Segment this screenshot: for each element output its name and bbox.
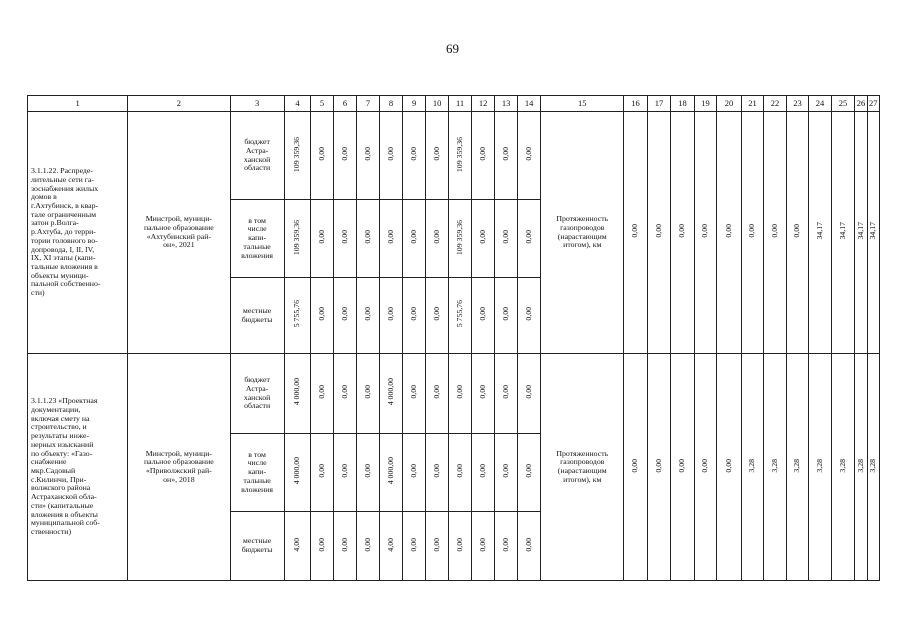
target-value-cell	[671, 354, 695, 581]
funding-value-cell	[333, 112, 357, 200]
target-value: 3,28	[837, 458, 847, 473]
column-number: 20	[717, 96, 742, 112]
target-value-cell	[867, 112, 879, 354]
funding-value-cell	[425, 512, 449, 581]
funding-source: бюджет Астра- ханской области	[230, 112, 284, 200]
funding-value-cell	[311, 112, 334, 200]
funding-value-cell	[357, 434, 380, 512]
funding-value: 0,00	[362, 147, 372, 161]
funding-value: 0,00	[339, 464, 349, 478]
funding-value: 0,00	[454, 537, 464, 552]
target-value: 0,00	[630, 224, 640, 238]
target-value: 3,28	[814, 458, 824, 473]
funding-value: 109 359,36	[292, 219, 302, 255]
funding-value: 0,00	[477, 464, 487, 478]
funding-source: бюджет Астра- ханской области	[230, 354, 284, 434]
column-number: 4	[284, 96, 311, 112]
column-number: 25	[831, 96, 855, 112]
funding-value: 5 755,76	[292, 300, 302, 328]
funding-value-cell	[449, 200, 472, 278]
funding-value: 0,00	[316, 385, 326, 399]
funding-value-cell	[379, 512, 403, 581]
funding-value: 0,00	[523, 147, 533, 161]
funding-value-cell	[357, 200, 380, 278]
target-value: 34,17	[855, 222, 865, 240]
funding-value: 0,00	[339, 147, 349, 161]
column-number: 5	[311, 96, 334, 112]
funding-value: 0,00	[500, 464, 510, 478]
funding-value: 4 000,00	[292, 457, 302, 485]
funding-value-cell	[425, 434, 449, 512]
indicator-name: Протяженность газопроводов (нарастающим итогом), км	[541, 354, 624, 581]
funding-value: 0,00	[431, 307, 441, 321]
funding-value: 0,00	[339, 230, 349, 244]
column-number: 17	[647, 96, 671, 112]
funding-value: 0,00	[477, 230, 487, 244]
funding-value: 0,00	[408, 385, 418, 399]
target-value-cell	[741, 112, 764, 354]
executor-cell: Минстрой, муници- пальное образование «Приволжский рай- он», 2018	[128, 354, 230, 581]
funding-value: 0,00	[500, 385, 510, 399]
funding-value-cell	[333, 354, 357, 434]
target-value-cell	[717, 112, 742, 354]
target-value: 34,17	[837, 222, 847, 240]
target-value: 0,00	[723, 224, 733, 238]
funding-value-cell	[311, 434, 334, 512]
funding-value-cell	[403, 434, 426, 512]
funding-value-cell	[449, 112, 472, 200]
funding-value-cell	[379, 200, 403, 278]
target-value-cell	[647, 112, 671, 354]
funding-value: 4 000,00	[385, 457, 395, 485]
funding-value-cell	[333, 278, 357, 354]
funding-value: 0,00	[385, 307, 395, 321]
target-value-cell	[741, 354, 764, 581]
funding-value: 0,00	[500, 230, 510, 244]
column-number: 1	[28, 96, 128, 112]
funding-value: 0,00	[408, 307, 418, 321]
funding-value: 5 755,76	[454, 300, 464, 328]
funding-value-cell	[517, 112, 541, 200]
column-number: 8	[379, 96, 403, 112]
target-value-cell	[624, 112, 648, 354]
target-value: 0,00	[677, 458, 687, 473]
column-number: 12	[471, 96, 495, 112]
funding-value-cell	[517, 278, 541, 354]
column-number: 24	[809, 96, 832, 112]
column-number: 16	[624, 96, 648, 112]
column-number: 19	[694, 96, 717, 112]
column-number: 11	[449, 96, 472, 112]
funding-value-cell	[495, 200, 518, 278]
funding-value: 0,00	[385, 230, 395, 244]
funding-value: 0,00	[431, 230, 441, 244]
column-number: 10	[425, 96, 449, 112]
funding-value: 4 000,00	[292, 378, 302, 406]
funding-value-cell	[311, 200, 334, 278]
column-number: 6	[333, 96, 357, 112]
funding-value-cell	[379, 354, 403, 434]
funding-value: 0,00	[523, 230, 533, 244]
target-value: 0,00	[723, 458, 733, 473]
funding-value-cell	[357, 278, 380, 354]
funding-value: 0,00	[477, 307, 487, 321]
funding-value: 0,00	[362, 537, 372, 552]
funding-value-cell	[449, 278, 472, 354]
column-number: 23	[786, 96, 809, 112]
page-number: 69	[446, 41, 459, 56]
funding-value: 0,00	[316, 230, 326, 244]
funding-value: 0,00	[431, 385, 441, 399]
target-value: 3,28	[747, 458, 757, 473]
funding-value: 0,00	[523, 385, 533, 399]
funding-value-cell	[471, 512, 495, 581]
funding-value-cell	[311, 278, 334, 354]
funding-value-cell	[403, 200, 426, 278]
column-number: 18	[671, 96, 695, 112]
funding-value-cell	[284, 512, 311, 581]
funding-value: 0,00	[477, 147, 487, 161]
funding-value-cell	[379, 434, 403, 512]
funding-value-cell	[517, 354, 541, 434]
funding-value: 0,00	[339, 537, 349, 552]
funding-value: 0,00	[477, 385, 487, 399]
funding-value: 0,00	[523, 537, 533, 552]
funding-value: 0,00	[408, 464, 418, 478]
funding-value-cell	[357, 354, 380, 434]
funding-value: 0,00	[500, 147, 510, 161]
funding-value-cell	[311, 512, 334, 581]
target-value-cell	[647, 354, 671, 581]
column-number: 27	[867, 96, 879, 112]
target-value-cell	[786, 354, 809, 581]
program-table	[27, 95, 880, 581]
target-value-cell	[764, 354, 787, 581]
target-value: 34,17	[867, 222, 877, 240]
target-value: 0,00	[747, 224, 757, 238]
funding-value-cell	[449, 354, 472, 434]
funding-value: 0,00	[362, 230, 372, 244]
funding-value: 4 000,00	[385, 378, 395, 406]
column-number: 21	[741, 96, 764, 112]
funding-source: в том числе капи- тальные вложения	[230, 434, 284, 512]
funding-value: 0,00	[316, 464, 326, 478]
target-value: 34,17	[814, 222, 824, 240]
target-value-cell	[717, 354, 742, 581]
target-value: 0,00	[769, 224, 779, 238]
funding-value: 0,00	[339, 307, 349, 321]
funding-value: 0,00	[362, 464, 372, 478]
funding-value-cell	[495, 512, 518, 581]
funding-value: 0,00	[523, 307, 533, 321]
target-value: 0,00	[677, 224, 687, 238]
funding-value-cell	[403, 112, 426, 200]
target-value: 3,28	[769, 458, 779, 473]
column-number: 13	[495, 96, 518, 112]
funding-value-cell	[517, 200, 541, 278]
funding-source: местные бюджеты	[230, 512, 284, 581]
funding-value: 0,00	[500, 307, 510, 321]
column-number: 14	[517, 96, 541, 112]
funding-value-cell	[403, 512, 426, 581]
funding-value-cell	[403, 354, 426, 434]
column-number: 3	[230, 96, 284, 112]
funding-value-cell	[495, 112, 518, 200]
column-number: 15	[541, 96, 624, 112]
funding-value-cell	[284, 200, 311, 278]
funding-value: 0,00	[523, 464, 533, 478]
funding-value-cell	[449, 512, 472, 581]
funding-value: 0,00	[431, 147, 441, 161]
funding-value: 0,00	[477, 537, 487, 552]
funding-value-cell	[284, 112, 311, 200]
funding-value: 4,00	[292, 537, 302, 552]
funding-value: 0,00	[408, 537, 418, 552]
funding-value: 0,00	[362, 385, 372, 399]
funding-value-cell	[425, 112, 449, 200]
funding-value-cell	[471, 200, 495, 278]
measure-description: 3.1.1.22. Распреде- лительные сети га- зоснабжения жилых домов в г.Ахтубинск, в квар- тале ограниченным затон р.Волга- р.Ахтуба, до терри- тории головного во- допровода, I, II, IV, IX, XI этапы (капи- тальные вложения в объекты муници- пальной собственно- сти)	[28, 112, 128, 354]
funding-value-cell	[471, 278, 495, 354]
target-value: 0,00	[630, 458, 640, 473]
funding-value-cell	[284, 434, 311, 512]
header-row	[28, 96, 880, 112]
funding-source: в том числе капи- тальные вложения	[230, 200, 284, 278]
column-number: 7	[357, 96, 380, 112]
funding-value-cell	[403, 278, 426, 354]
target-value: 0,00	[700, 224, 710, 238]
target-value-cell	[764, 112, 787, 354]
funding-value-cell	[495, 278, 518, 354]
funding-value-cell	[333, 512, 357, 581]
funding-value: 0,00	[431, 537, 441, 552]
table-row	[28, 354, 880, 434]
funding-source: местные бюджеты	[230, 278, 284, 354]
funding-value-cell	[471, 354, 495, 434]
funding-value-cell	[517, 434, 541, 512]
funding-value: 0,00	[408, 230, 418, 244]
target-value: 0,00	[653, 224, 663, 238]
funding-value: 0,00	[339, 385, 349, 399]
measure-description: 3.1.1.23 «Проектная документации, включая смету на строительство, и результаты инже- нерных изысканий по объекту: «Газо- снабжение мкр.Садовый с.Килинчи, При- волжского района Астраханской обла- сти» (капитальные вложения в объекты муниципальной соб- ственности)	[28, 354, 128, 581]
funding-value-cell	[425, 354, 449, 434]
target-value-cell	[786, 112, 809, 354]
funding-value-cell	[357, 512, 380, 581]
funding-value: 0,00	[454, 464, 464, 478]
funding-value-cell	[379, 112, 403, 200]
column-number: 26	[855, 96, 867, 112]
target-value-cell	[624, 354, 648, 581]
indicator-name: Протяженность газопроводов (нарастающим итогом), км	[541, 112, 624, 354]
funding-value-cell	[517, 512, 541, 581]
target-value: 0,00	[792, 224, 802, 238]
target-value-cell	[831, 112, 855, 354]
target-value: 0,00	[700, 458, 710, 473]
funding-value-cell	[311, 354, 334, 434]
column-number: 2	[128, 96, 230, 112]
funding-value: 0,00	[408, 147, 418, 161]
executor-cell: Минстрой, муници- пальное образование «Ахтубинский рай- он», 2021	[128, 112, 230, 354]
funding-value-cell	[333, 434, 357, 512]
funding-value: 0,00	[316, 537, 326, 552]
funding-value: 0,00	[362, 307, 372, 321]
target-value-cell	[855, 112, 867, 354]
funding-value: 0,00	[431, 464, 441, 478]
target-value-cell	[831, 354, 855, 581]
table-row	[28, 112, 880, 200]
target-value-cell	[694, 354, 717, 581]
funding-value-cell	[284, 278, 311, 354]
funding-value: 0,00	[500, 537, 510, 552]
funding-value: 0,00	[385, 147, 395, 161]
target-value-cell	[694, 112, 717, 354]
funding-value-cell	[357, 112, 380, 200]
funding-value-cell	[449, 434, 472, 512]
funding-value-cell	[495, 434, 518, 512]
funding-value-cell	[333, 200, 357, 278]
target-value-cell	[809, 354, 832, 581]
column-number: 22	[764, 96, 787, 112]
target-value-cell	[671, 112, 695, 354]
funding-value: 109 359,36	[292, 136, 302, 172]
funding-value: 0,00	[316, 307, 326, 321]
funding-value-cell	[284, 354, 311, 434]
funding-value: 109 359,36	[454, 219, 464, 255]
funding-value: 0,00	[454, 385, 464, 399]
funding-value-cell	[425, 200, 449, 278]
funding-value-cell	[471, 434, 495, 512]
target-value: 3,28	[855, 458, 865, 473]
funding-value-cell	[495, 354, 518, 434]
target-value-cell	[867, 354, 879, 581]
funding-value-cell	[471, 112, 495, 200]
target-value: 3,28	[792, 458, 802, 473]
target-value-cell	[855, 354, 867, 581]
funding-value-cell	[425, 278, 449, 354]
funding-value: 4,00	[385, 537, 395, 552]
funding-value-cell	[379, 278, 403, 354]
target-value: 3,28	[867, 458, 877, 473]
funding-value: 109 359,36	[454, 136, 464, 172]
column-number: 9	[403, 96, 426, 112]
target-value-cell	[809, 112, 832, 354]
funding-value: 0,00	[316, 147, 326, 161]
target-value: 0,00	[653, 458, 663, 473]
